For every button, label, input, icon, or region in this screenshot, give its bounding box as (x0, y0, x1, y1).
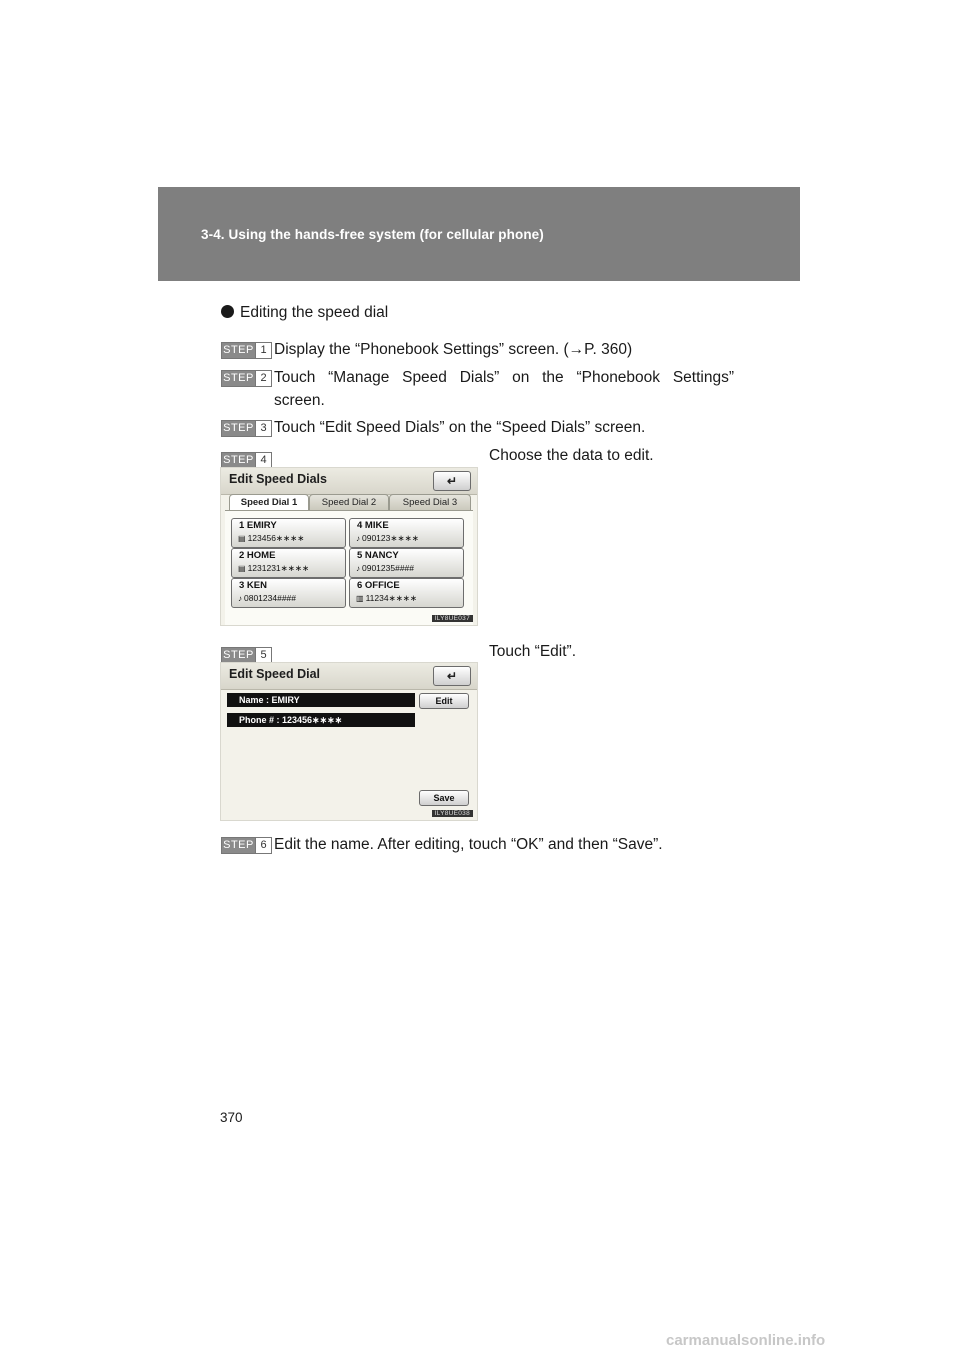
entry-phone (238, 533, 304, 544)
step-number: 4 (255, 453, 271, 468)
mobile-icon: ♪ (238, 594, 242, 603)
subheading-text: Editing the speed dial (240, 304, 389, 321)
back-button[interactable]: ↵ (433, 666, 471, 686)
entry-phone (238, 563, 309, 574)
step-word: STEP (223, 454, 254, 466)
entry-phone (356, 533, 419, 544)
tab-speed-dial-3[interactable]: Speed Dial 3 (389, 494, 471, 511)
edit-button[interactable]: Edit (419, 693, 469, 709)
speed-dial-panel (225, 510, 473, 626)
save-button[interactable]: Save (419, 790, 469, 806)
entry-phone-number: 11234∗∗∗∗ (365, 593, 418, 603)
step-word: STEP (223, 839, 254, 851)
entry-phone (356, 563, 414, 573)
screen-titlebar (221, 468, 477, 495)
step-2-line-1: Touch “Manage Speed Dials” on the “Phonebook Settings” (274, 369, 734, 386)
step-number: 6 (255, 838, 271, 853)
subheading (221, 304, 388, 322)
step-number: 1 (255, 343, 271, 358)
step-1-text: Display the “Phonebook Settings” screen. (→P. 360) (274, 341, 633, 358)
step-number: 5 (255, 648, 271, 663)
entry-phone-number: 0801234#### (244, 593, 297, 603)
step-badge-2 (221, 370, 272, 387)
back-button[interactable]: ↵ (433, 471, 471, 491)
mobile-icon: ♪ (356, 564, 360, 573)
watermark: carmanualsonline.info (666, 1332, 826, 1349)
entry-phone-number: 1231231∗∗∗∗ (247, 563, 310, 573)
step-word: STEP (223, 372, 254, 384)
step-6-text: Edit the name. After editing, touch “OK” and then “Save”. (274, 836, 663, 853)
figure-code: ILY8UE037 (432, 615, 473, 622)
step-word: STEP (223, 344, 254, 356)
step-badge-6 (221, 837, 272, 854)
step-5-text: Touch “Edit”. (489, 643, 577, 660)
entry-phone-number: 090123∗∗∗∗ (362, 533, 419, 543)
tab-speed-dial-2[interactable]: Speed Dial 2 (309, 494, 389, 511)
phone-type-icon: ▤ (238, 564, 246, 573)
page-number: 370 (220, 1110, 243, 1125)
speed-dial-entry[interactable] (231, 578, 346, 608)
step-2-line-2: screen. (274, 392, 325, 409)
bullet-icon (221, 305, 234, 318)
edit-speed-dial-screen (220, 662, 478, 821)
section-title: 3-4. Using the hands-free system (for cellular phone) (201, 227, 544, 242)
speed-dial-entry[interactable] (349, 518, 464, 548)
entry-name: 2 HOME (239, 550, 276, 561)
name-field[interactable]: Name : EMIRY (227, 693, 415, 707)
step-number: 2 (255, 371, 271, 386)
entry-name: 1 EMIRY (239, 520, 277, 531)
speed-dial-entry[interactable] (231, 518, 346, 548)
step-2-text (274, 366, 734, 412)
office-icon: ▥ (356, 594, 364, 603)
step-word: STEP (223, 649, 254, 661)
step-badge-1 (221, 342, 272, 359)
tab-speed-dial-1[interactable]: Speed Dial 1 (229, 494, 309, 511)
screen-title: Edit Speed Dial (229, 667, 320, 681)
step-badge-3 (221, 420, 272, 437)
screen-titlebar (221, 663, 477, 690)
section-header-band (158, 187, 800, 281)
step-4-text: Choose the data to edit. (489, 447, 654, 464)
entry-name: 4 MIKE (357, 520, 389, 531)
mobile-icon: ♪ (356, 534, 360, 543)
screen-title: Edit Speed Dials (229, 472, 327, 486)
entry-phone-number: 123456∗∗∗∗ (247, 533, 305, 543)
entry-name: 5 NANCY (357, 550, 399, 561)
entry-name: 3 KEN (239, 580, 267, 591)
edit-speed-dials-screen (220, 467, 478, 626)
phone-field[interactable]: Phone # : 123456∗∗∗∗ (227, 713, 415, 727)
speed-dial-entry[interactable] (349, 548, 464, 578)
phone-type-icon: ▤ (238, 534, 246, 543)
entry-name: 6 OFFICE (357, 580, 400, 591)
step-word: STEP (223, 422, 254, 434)
entry-phone-number: 0901235#### (362, 563, 415, 573)
figure-code: ILY8UE038 (432, 810, 473, 817)
step-3-text: Touch “Edit Speed Dials” on the “Speed Dials” screen. (274, 419, 646, 436)
speed-dial-entry[interactable] (349, 578, 464, 608)
step-number: 3 (255, 421, 271, 436)
speed-dial-entry[interactable] (231, 548, 346, 578)
entry-phone (356, 593, 417, 604)
entry-phone (238, 593, 296, 603)
